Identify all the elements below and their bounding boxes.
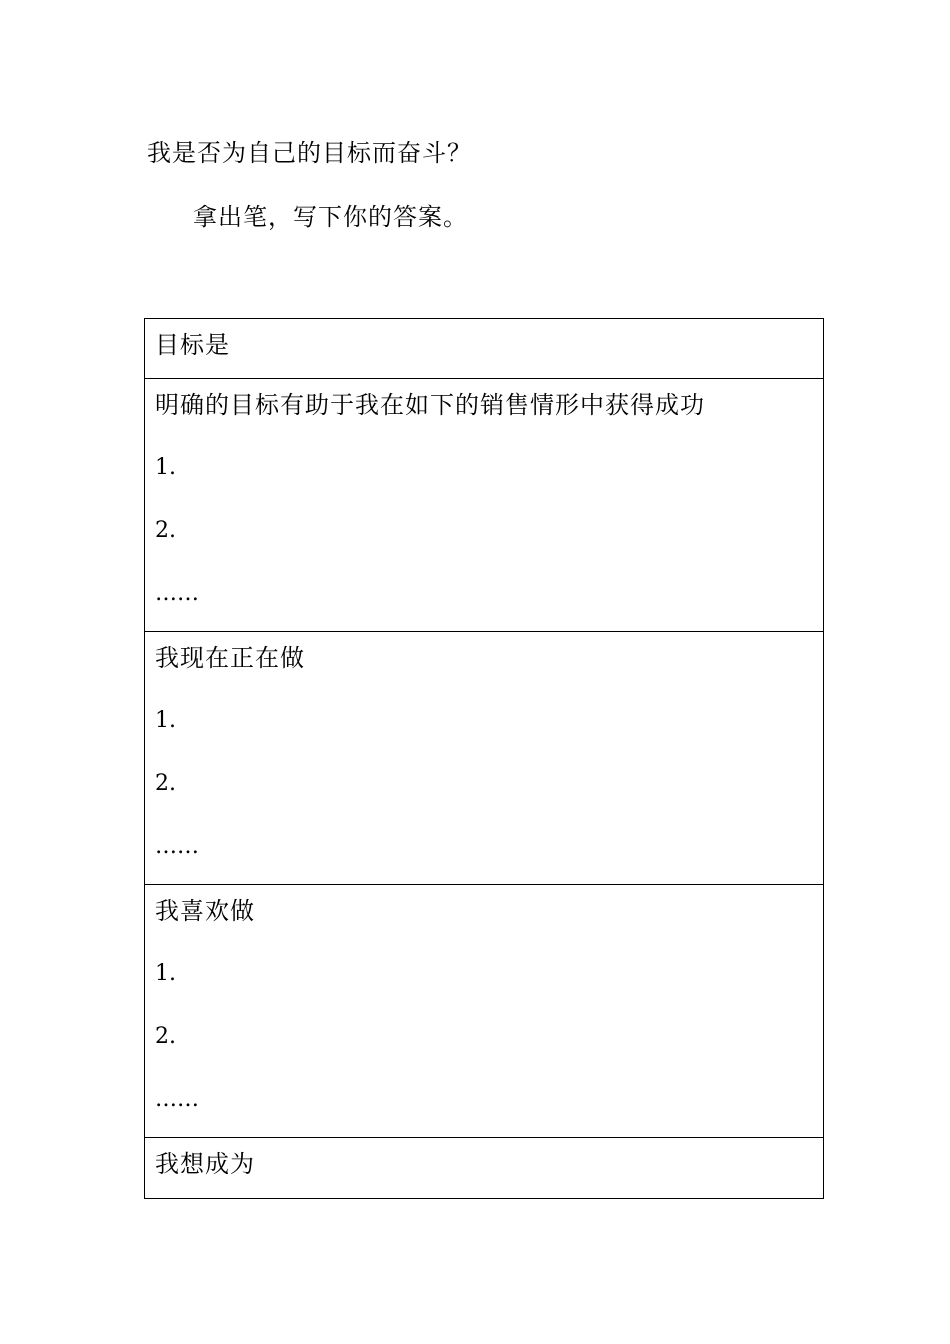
goal-worksheet-table [144, 318, 824, 1199]
like-doing-section[interactable] [145, 885, 823, 1138]
goal-label: 目标是 [155, 331, 230, 359]
answer-line-1[interactable]: 1. [155, 961, 176, 986]
sales-success-section[interactable] [145, 379, 823, 632]
currently-doing-label: 我现在正在做 [155, 644, 305, 672]
answer-line-more[interactable]: …… [155, 834, 199, 859]
answer-line-2[interactable]: 2. [155, 771, 176, 796]
answer-line-more[interactable]: …… [155, 581, 199, 606]
answer-line-more[interactable]: …… [155, 1087, 199, 1112]
instruction-text: 拿出笔，写下你的答案。 [193, 203, 468, 231]
sales-success-label: 明确的目标有助于我在如下的销售情形中获得成功 [155, 391, 705, 419]
want-to-become-label: 我想成为 [155, 1150, 255, 1178]
answer-line-2[interactable]: 2. [155, 518, 176, 543]
question-heading: 我是否为自己的目标而奋斗？ [147, 139, 472, 167]
currently-doing-section[interactable] [145, 632, 823, 885]
like-doing-label: 我喜欢做 [155, 897, 255, 925]
goal-row[interactable] [145, 319, 823, 379]
want-to-become-row[interactable] [145, 1138, 823, 1198]
answer-line-1[interactable]: 1. [155, 708, 176, 733]
answer-line-2[interactable]: 2. [155, 1024, 176, 1049]
answer-line-1[interactable]: 1. [155, 455, 176, 480]
